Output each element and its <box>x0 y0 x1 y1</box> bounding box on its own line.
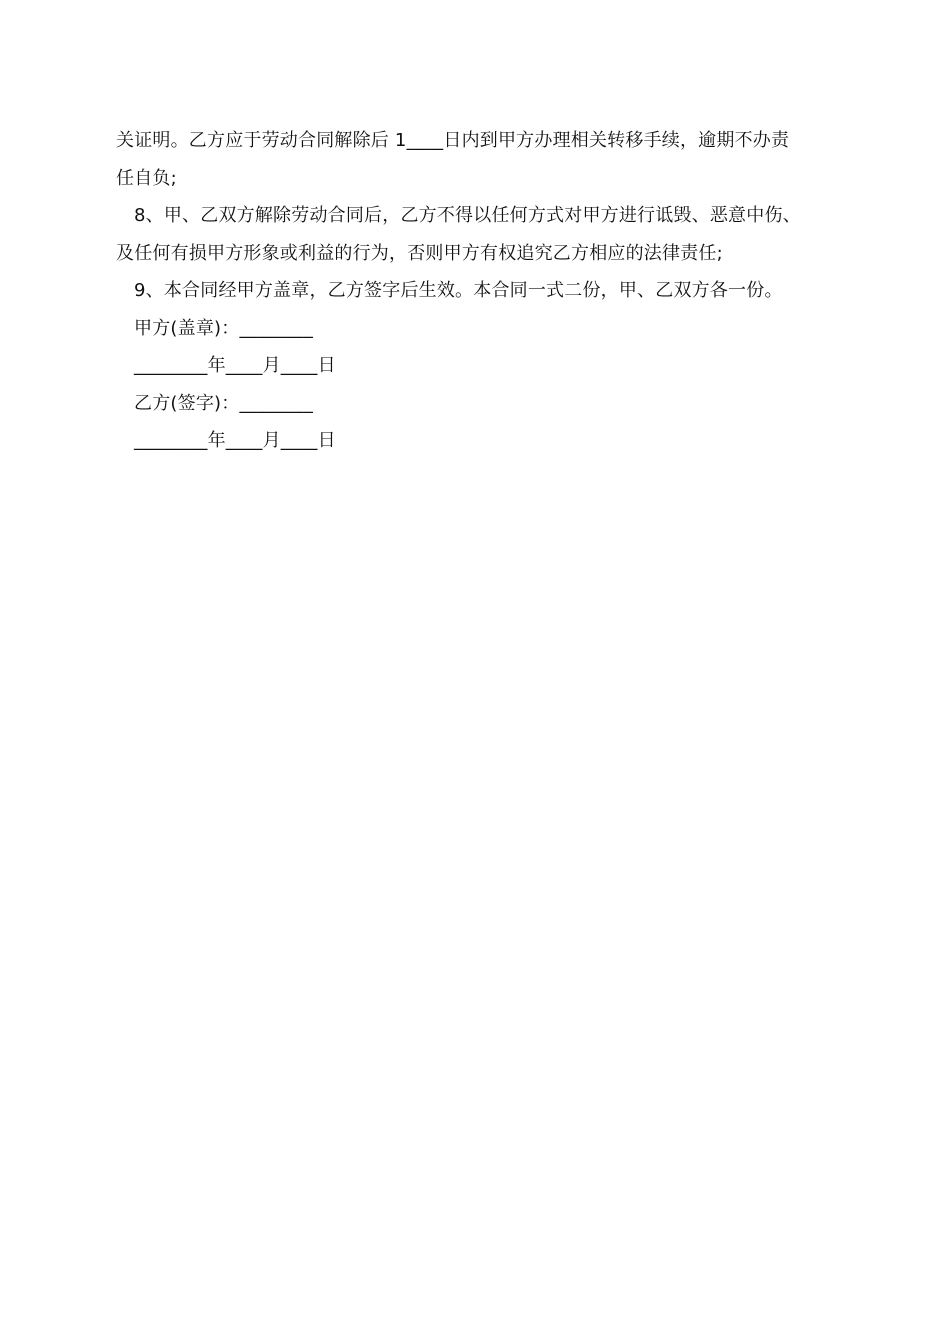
paragraph-line: 关证明。乙方应于劳动合同解除后 1____日内到甲方办理相关转移手续，逾期不办责 <box>116 130 790 151</box>
party-b-date-line: ________年____月____日 <box>134 430 336 451</box>
clause-9-line: 9、本合同经甲方盖章，乙方签字后生效。本合同一式二份，甲、乙双方各一份。 <box>134 280 783 301</box>
clause-8-line: 8、甲、乙双方解除劳动合同后，乙方不得以任何方式对甲方进行诋毁、恶意中伤、 <box>134 205 801 226</box>
document-body <box>116 122 836 460</box>
party-b-signature-line: 乙方(签字)：________ <box>134 392 314 414</box>
party-a-signature-line: 甲方(盖章)：________ <box>134 317 314 339</box>
clause-8-line: 及任何有损甲方形象或利益的行为，否则甲方有权追究乙方相应的法律责任; <box>116 242 723 264</box>
paragraph-line: 任自负; <box>116 167 177 189</box>
party-a-date-line: ________年____月____日 <box>134 355 336 376</box>
